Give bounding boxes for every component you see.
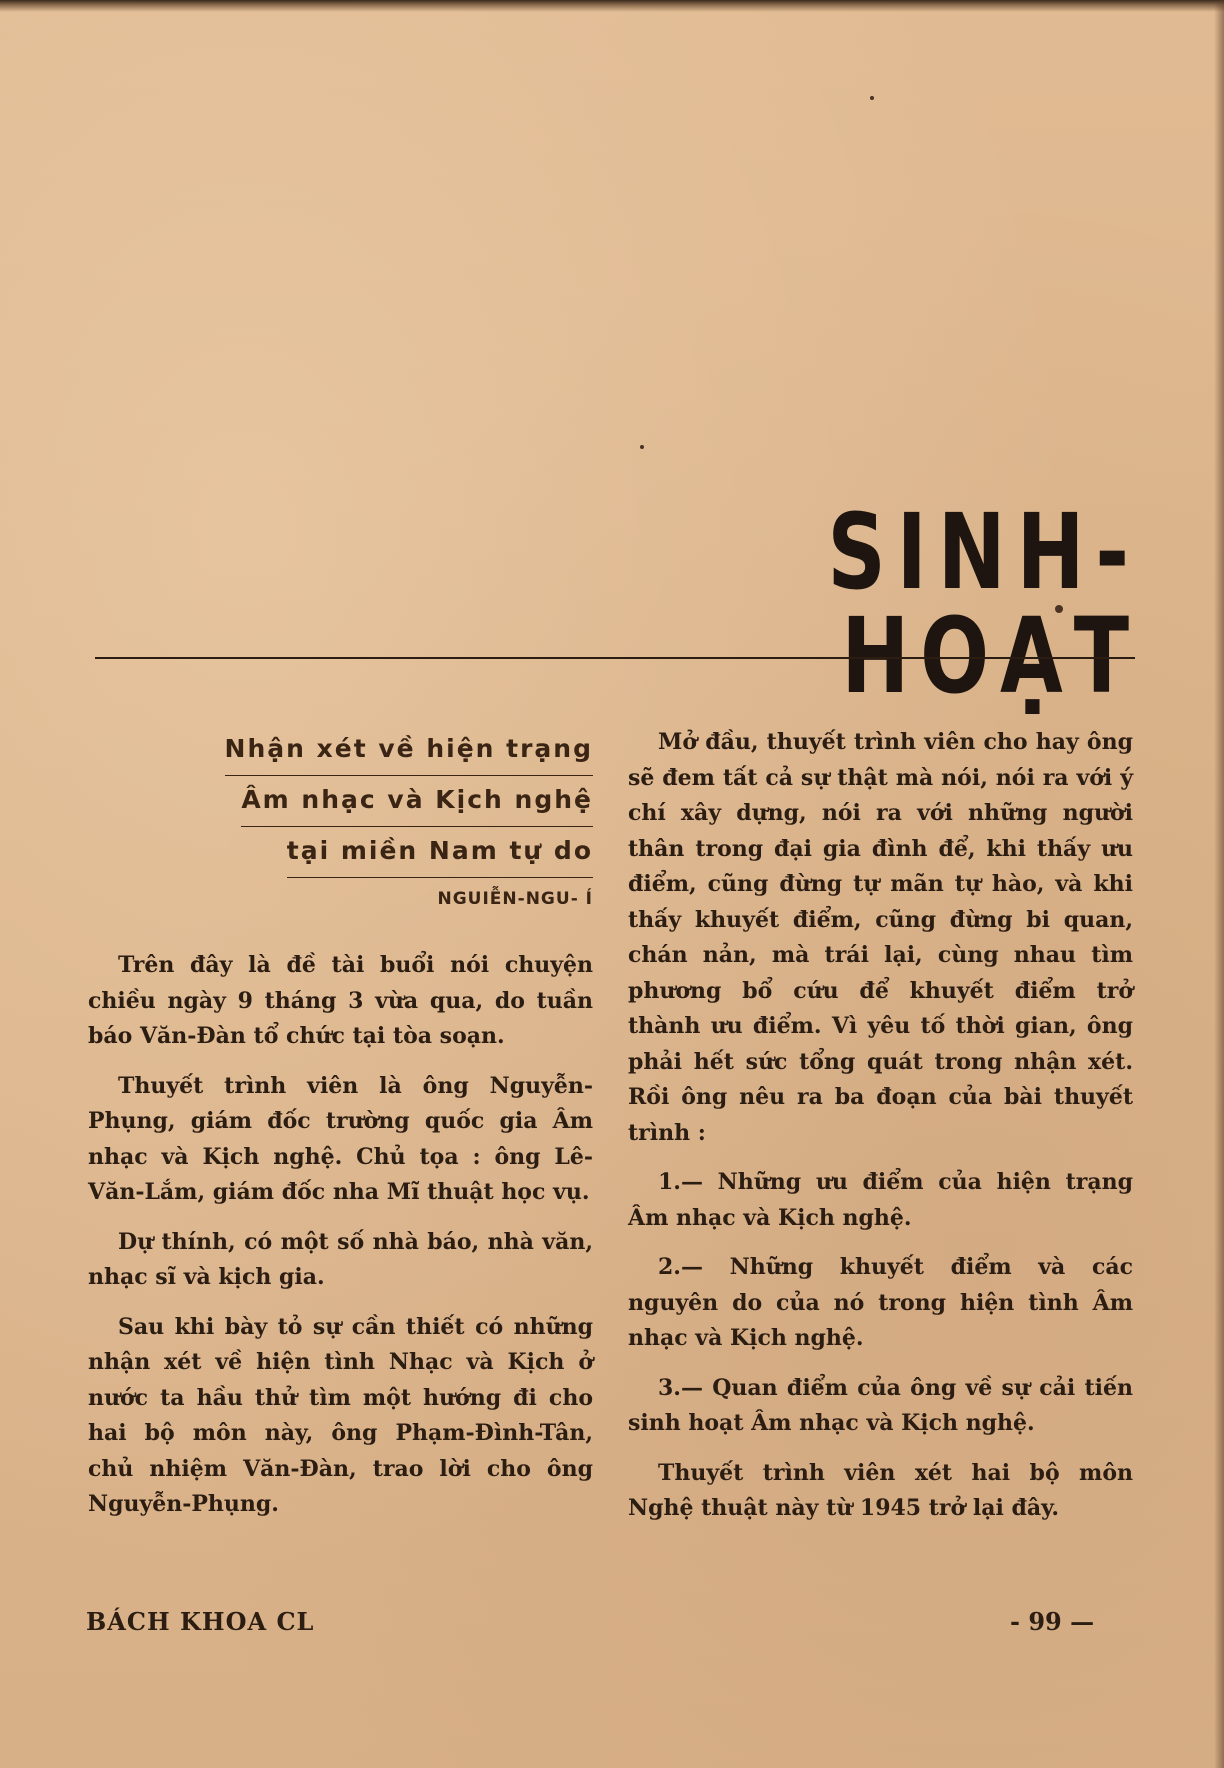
right-column [628,725,1133,1527]
right-paragraph-final: Thuyết trình viên xét hai bộ môn Nghệ thuật này từ 1945 trở lại đây. [628,1459,1133,1521]
right-paragraph-1: Mở đầu, thuyết trình viên cho hay ông sẽ đem tất cả sự thật mà nói, nói ra với ý chí xây dựng, nói ra với những người thân trong đại gia đình để, khi thấy ưu điểm, cũng đừng tự mãn tự hào, và khi thấy khuyết điểm, cũng đừng bi quan, chán nản, mà trái lại, cùng nhau tìm phương bổ cứu để khuyết điểm trở thành ưu điểm. Vì yêu tố thời gian, ông phải hết sức tổng quát trong nhận xét. Rồi ông nêu ra ba đoạn của bài thuyết trình : [628,729,1133,1146]
agenda-item-2: 2.— Những khuyết điểm và các nguyên do của nó trong hiện tình Âm nhạc và Kịch nghệ. [628,1254,1133,1351]
page-number: - 99 — [1010,1607,1095,1636]
section-title: SINH-HOẠT [827,491,1140,717]
left-paragraph-4: Sau khi bày tỏ sự cần thiết có những nhận xét về hiện tình Nhạc và Kịch ở nước ta hầu thử tìm một hướng đi cho hai bộ môn này, ông Phạm-Đình-Tân, chủ nhiệm Văn-Đàn, trao lời cho ông Nguyễn-Phụng. [88,1313,593,1517]
title-rule [95,657,1135,659]
agenda-item-3: 3.— Quan điểm của ông về sự cải tiến sinh hoạt Âm nhạc và Kịch nghệ. [628,1374,1133,1436]
heading-line-3: tại miền Nam tự do [287,827,593,878]
publication-name: BÁCH KHOA CL [86,1607,315,1636]
print-speck [640,445,644,449]
print-speck [870,96,874,100]
left-paragraph-3: Dự thính, có một số nhà báo, nhà văn, nhạc sĩ và kịch gia. [88,1228,593,1290]
left-column [88,725,593,1523]
heading-line-2: Âm nhạc và Kịch nghệ [241,776,593,827]
article-heading [88,725,593,920]
article-author: NGUIỄN-NGU- Í [437,889,593,909]
left-paragraph-2: Thuyết trình viên là ông Nguyễn-Phụng, giám đốc trường quốc gia Âm nhạc và Kịch nghệ. Chủ tọa : ông Lê-Văn-Lắm, giám đốc nha Mĩ thuật học vụ. [88,1072,593,1205]
page-right-edge [1214,0,1224,1768]
page-top-edge [0,0,1224,12]
agenda-item-1: 1.— Những ưu điểm của hiện trạng Âm nhạc và Kịch nghệ. [628,1169,1133,1231]
left-paragraph-1: Trên đây là đề tài buổi nói chuyện chiều ngày 9 tháng 3 vừa qua, do tuần báo Văn-Đàn tổ chức tại tòa soạn. [88,952,593,1049]
heading-line-1: Nhận xét về hiện trạng [225,725,593,776]
